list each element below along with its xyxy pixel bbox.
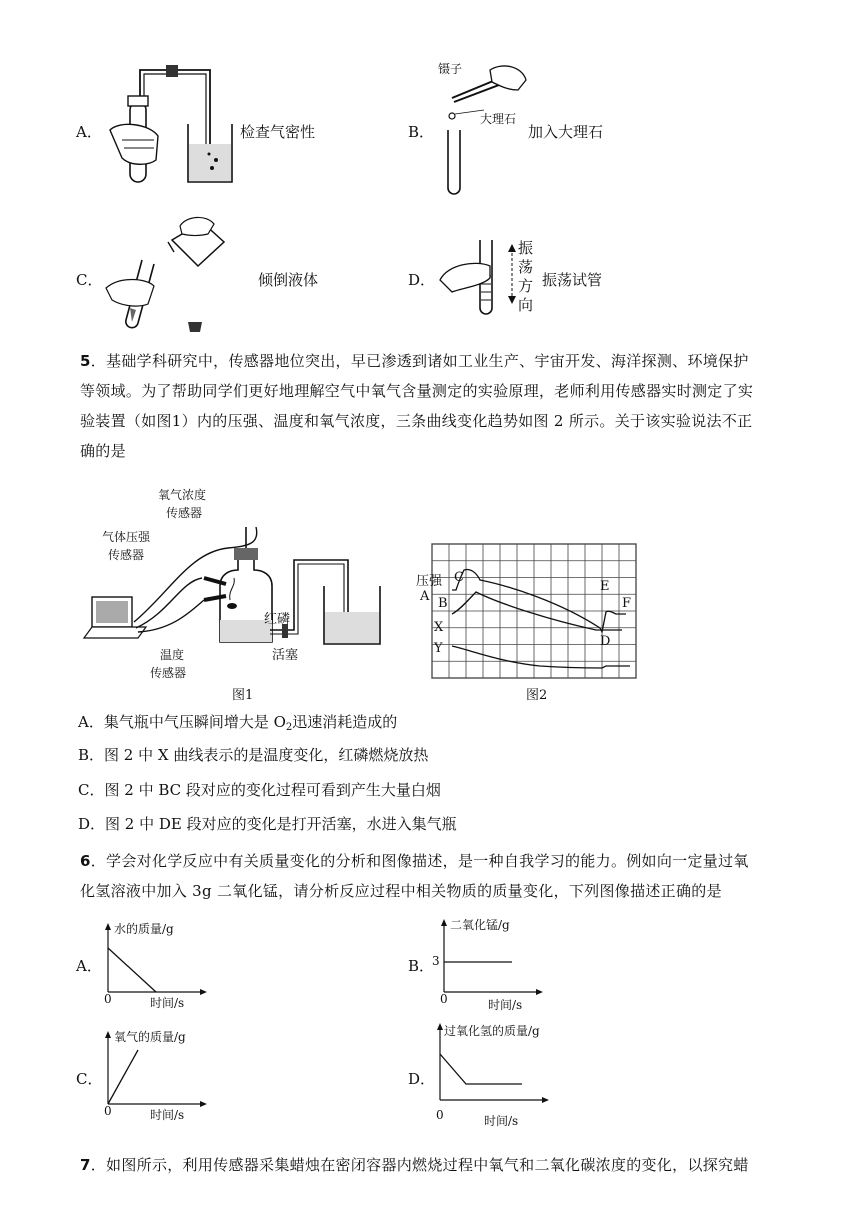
point-label-b: B	[438, 596, 448, 611]
option-letter: C．	[76, 271, 103, 289]
option-caption: 振荡试管	[542, 271, 603, 289]
question-number: 5	[80, 352, 91, 370]
label-char: 振	[518, 239, 534, 257]
question-number: 6	[80, 852, 91, 870]
stopcock-label: 活塞	[272, 648, 299, 663]
q6-stem	[80, 846, 800, 906]
q5-line: 验装置（如图1）内的压强、温度和氧气浓度，三条曲线变化趋势如图 2 所示。关于该实验说法不正	[80, 412, 753, 430]
pressure-sensor-label: 传感器	[108, 548, 145, 562]
choice-text: 图 2 中 DE 段对应的变化是打开活塞，水进入集气瓶	[105, 815, 457, 833]
shake-direction-label	[518, 239, 534, 315]
q5-line: 等领域。为了帮助同学们更好地理解空气中氧气含量测定的实验原理，老师利用传感器实时测定了实	[80, 382, 754, 400]
oxygen-measurement-apparatus	[80, 482, 410, 700]
x-axis-label: 时间/s	[488, 998, 523, 1012]
y-axis-label: 水的质量/g	[114, 922, 174, 936]
option-letter: A．	[76, 957, 102, 975]
choice-letter: C．	[78, 781, 105, 799]
q6-line-text: ．学会对化学反应中有关质量变化的分析和图像描述，是一种自我学习的能力。例如向一定量过氧	[90, 852, 749, 870]
tweezers-label: 镊子	[438, 62, 463, 76]
choice-letter: B．	[78, 746, 105, 764]
q5-line	[80, 346, 800, 376]
curve-label-y: Y	[434, 641, 443, 656]
origin-label: 0	[104, 992, 112, 1006]
q5-line-text: ．基础学科研究中，传感器地位突出，早已渗透到诸如工业生产、宇宙开发、海洋探测、环境保护	[90, 352, 749, 370]
pour-liquid-illustration	[102, 212, 232, 334]
point-label-e: E	[600, 579, 610, 594]
oxygen-sensor-label: 氧气浓度	[158, 488, 207, 502]
oxygen-sensor-label: 传感器	[166, 506, 203, 520]
choice-letter: A．	[78, 713, 104, 731]
sensor-curves-chart	[430, 542, 640, 682]
label-char: 方	[518, 277, 534, 295]
option-letter: A．	[76, 123, 102, 141]
question-number: 7	[80, 1156, 91, 1174]
option-caption: 加入大理石	[528, 123, 604, 141]
q5-stem	[80, 346, 800, 466]
option-caption: 倾倒液体	[258, 271, 319, 289]
x-axis-label: 时间/s	[150, 996, 185, 1010]
q5-choice-c	[78, 780, 441, 800]
curve-label-x: X	[434, 620, 444, 635]
shake-tube-illustration	[432, 236, 522, 320]
point-label-f: F	[622, 596, 632, 611]
y-axis-label: 过氧化氢的质量/g	[444, 1024, 540, 1038]
option-letter: D．	[408, 1070, 436, 1088]
pressure-axis-label: 压强	[416, 574, 443, 589]
airtightness-check-illustration	[100, 40, 240, 190]
figure-caption: 图2	[526, 688, 548, 703]
x-axis-label: 时间/s	[150, 1108, 185, 1122]
x-axis-label: 时间/s	[484, 1114, 519, 1128]
y-tick-label: 3	[432, 954, 440, 968]
temperature-sensor-label: 传感器	[150, 666, 187, 680]
choice-letter: D．	[78, 815, 106, 833]
marble-label: 大理石	[480, 112, 517, 126]
q6-line	[80, 846, 800, 876]
subscript: 2	[285, 722, 293, 733]
q5-choice-b	[78, 745, 428, 765]
point-label-a: A	[420, 589, 430, 604]
option-caption: 检查气密性	[240, 123, 316, 141]
choice-text: 图 2 中 BC 段对应的变化过程可看到产生大量白烟	[104, 781, 441, 799]
y-axis-label: 氧气的质量/g	[114, 1030, 186, 1044]
temperature-sensor-label: 温度	[160, 648, 185, 662]
point-label-d: D	[600, 634, 611, 649]
q6-line: 化氢溶液中加入 3g 二氧化锰，请分析反应过程中相关物质的质量变化，下列图像描述正确的是	[80, 882, 722, 900]
red-phosphorus-label: 红磷	[264, 612, 291, 627]
q7-line	[80, 1150, 800, 1180]
q5-choice-d	[78, 814, 457, 834]
figure-caption: 图1	[232, 688, 254, 703]
q7-line-text: ．如图所示，利用传感器采集蜡烛在密闭容器内燃烧过程中氧气和二氧化碳浓度的变化，以探究蜡	[90, 1156, 749, 1174]
label-char: 荡	[518, 258, 534, 276]
q5-choice-a	[78, 712, 397, 738]
origin-label: 0	[104, 1104, 112, 1118]
choice-text: 集气瓶中气压瞬间增大是 O	[103, 713, 286, 731]
q7-stem	[80, 1150, 800, 1180]
add-marble-illustration	[430, 56, 530, 201]
option-letter: B．	[408, 957, 435, 975]
origin-label: 0	[436, 1108, 444, 1122]
choice-text: 图 2 中 X 曲线表示的是温度变化，红磷燃烧放热	[104, 746, 429, 764]
option-letter: D．	[408, 271, 436, 289]
choice-text: 迅速消耗造成的	[292, 713, 398, 731]
origin-label: 0	[440, 992, 448, 1006]
option-letter: B．	[408, 123, 435, 141]
option-letter: C．	[76, 1070, 103, 1088]
q5-line: 确的是	[80, 442, 126, 460]
pressure-sensor-label: 气体压强	[102, 530, 151, 544]
y-axis-label: 二氧化锰/g	[450, 918, 510, 932]
label-char: 向	[518, 296, 534, 314]
point-label-c: C	[454, 570, 464, 585]
